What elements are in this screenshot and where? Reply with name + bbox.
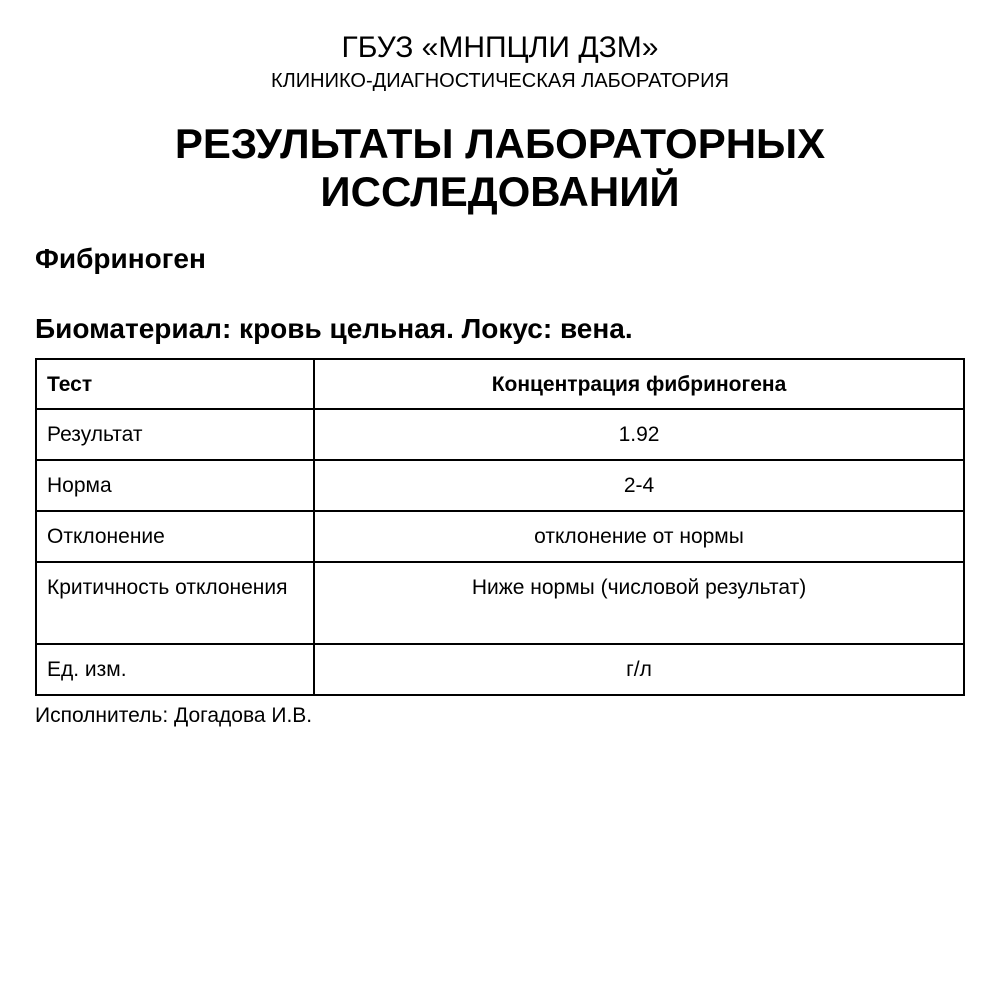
row-value-norm: 2-4 xyxy=(314,460,964,511)
table-row xyxy=(36,460,964,511)
executor-signature-line: Исполнитель: Догадова И.В. xyxy=(35,704,313,727)
row-value-criticality: Ниже нормы (числовой результат) xyxy=(314,562,964,644)
row-label-deviation: Отклонение xyxy=(36,511,314,562)
document-title-line-2: ИССЛЕДОВАНИЙ xyxy=(320,168,680,215)
row-label-result: Результат xyxy=(36,409,314,460)
biomaterial-info: Биоматериал: кровь цельная. Локус: вена. xyxy=(35,313,633,344)
table-row xyxy=(36,409,964,460)
document-title-line-1: РЕЗУЛЬТАТЫ ЛАБОРАТОРНЫХ xyxy=(174,120,826,167)
table-header-test: Тест xyxy=(36,359,314,409)
document-title xyxy=(0,120,1000,216)
row-value-result: 1.92 xyxy=(314,409,964,460)
table-header-row xyxy=(36,359,964,409)
results-table xyxy=(35,358,965,696)
row-label-norm: Норма xyxy=(36,460,314,511)
organization-subtitle: КЛИНИКО-ДИАГНОСТИЧЕСКАЯ ЛАБОРАТОРИЯ xyxy=(271,70,729,92)
table-header-analyte: Концентрация фибриногена xyxy=(314,359,964,409)
row-value-unit: г/л xyxy=(314,644,964,695)
organization-name: ГБУЗ «МНПЦЛИ ДЗМ» xyxy=(341,31,659,64)
table-row xyxy=(36,644,964,695)
row-value-deviation: отклонение от нормы xyxy=(314,511,964,562)
row-label-unit: Ед. изм. xyxy=(36,644,314,695)
table-row xyxy=(36,511,964,562)
analysis-name: Фибриноген xyxy=(35,243,206,274)
table-row xyxy=(36,562,964,644)
row-label-criticality: Критичность отклонения xyxy=(36,562,314,644)
